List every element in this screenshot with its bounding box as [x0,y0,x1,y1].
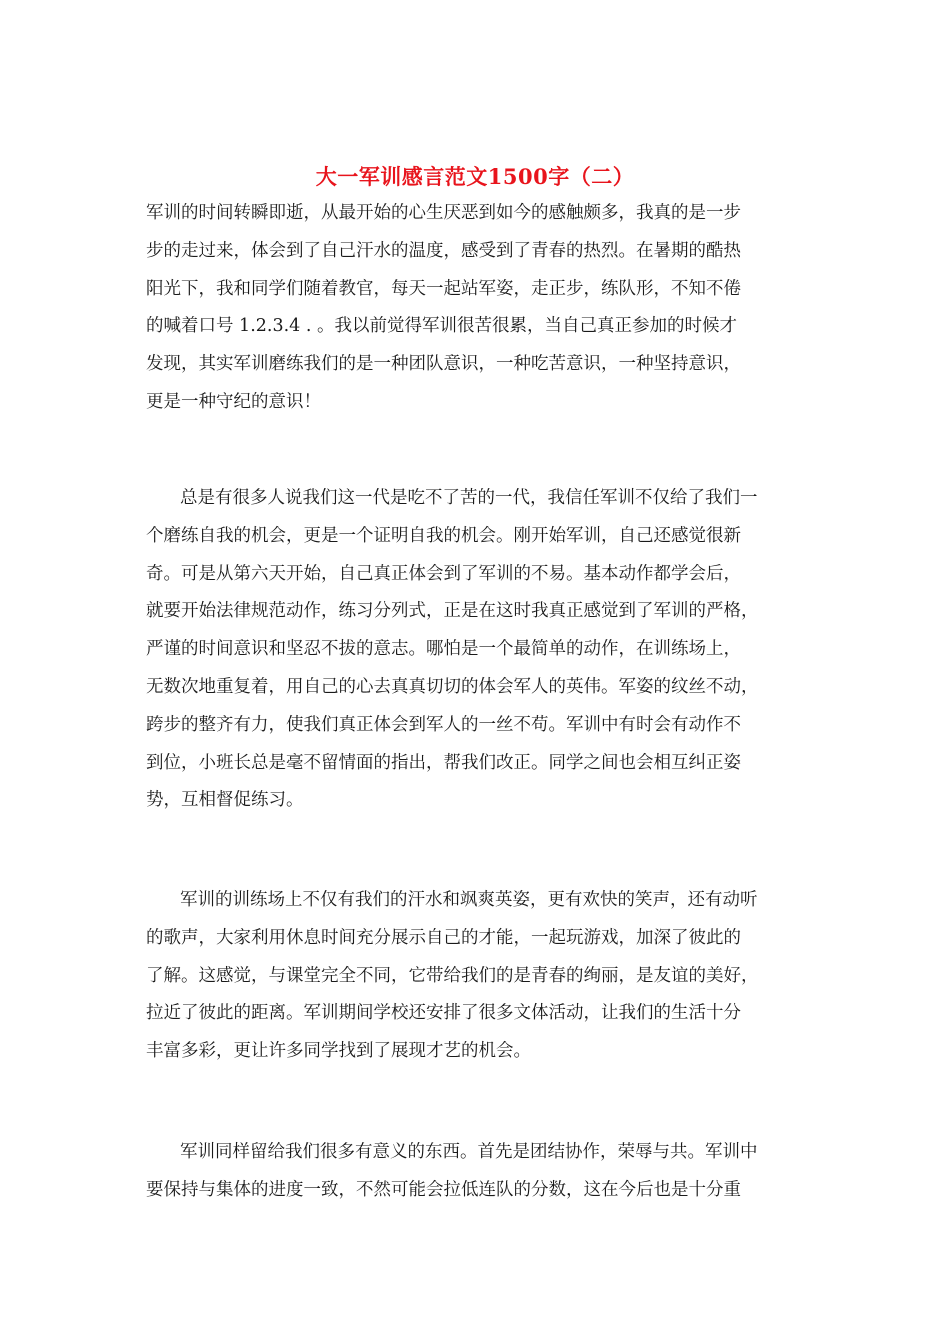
paragraph-3 [146,882,812,1071]
text-line: 了解。这感觉，与课堂完全不同，它带给我们的是青春的绚丽，是友谊的美好， [146,965,759,986]
text-line: 跨步的整齐有力，使我们真正体会到军人的一丝不苟。军训中有时会有动作不 [146,714,741,735]
text-line: 总是有很多人说我们这一代是吃不了苦的一代，我信任军训不仅给了我们一 [180,488,758,508]
text-line: 到位，小班长总是毫不留情面的指出，帮我们改正。同学之间也会相互纠正姿 [146,752,741,773]
text-line: 的喊着口号 1.2.3.4 . 。我以前觉得军训很苦很累，当自己真正参加的时候才 [146,316,737,337]
text-line: 无数次地重复着，用自己的心去真真切切的体会军人的英伟。军姿的纹丝不动， [146,676,759,697]
text-line: 拉近了彼此的距离。军训期间学校还安排了很多文体活动，让我们的生活十分 [146,1003,741,1024]
text-line: 个磨练自我的机会，更是一个证明自我的机会。刚开始军训，自己还感觉很新 [146,525,741,546]
document-title: 大一军训感言范文1500字（二） [315,164,635,190]
text-line: 更是一种守纪的意识！ [146,391,321,412]
text-line: 阳光下，我和同学们随着教官，每天一起站军姿，走正步，练队形，不知不倦 [146,278,741,299]
paragraph-2 [146,480,812,820]
text-line: 步的走过来，体会到了自己汗水的温度，感受到了青春的热烈。在暑期的酷热 [146,240,741,261]
text-line: 要保持与集体的进度一致，不然可能会拉低连队的分数，这在今后也是十分重 [146,1179,741,1200]
text-line: 就要开始法律规范动作，练习分列式，正是在这时我真正感觉到了军训的严格， [146,601,759,622]
text-line: 丰富多彩，更让许多同学找到了展现才艺的机会。 [146,1041,531,1062]
text-line: 的歌声，大家利用休息时间充分展示自己的才能，一起玩游戏，加深了彼此的 [146,927,741,948]
text-line: 军训的训练场上不仅有我们的汗水和飒爽英姿，更有欢快的笑声，还有动听 [180,890,758,910]
paragraph-4 [146,1134,812,1210]
text-line: 军训同样留给我们很多有意义的东西。首先是团结协作，荣辱与共。军训中 [180,1142,758,1162]
text-line: 发现，其实军训磨练我们的是一种团队意识，一种吃苦意识，一种坚持意识， [146,354,741,375]
paragraph-1 [146,195,812,422]
text-line: 军训的时间转瞬即逝，从最开始的心生厌恶到如今的感触颇多，我真的是一步 [146,203,741,223]
text-line: 势，互相督促练习。 [146,790,304,811]
text-line: 奇。可是从第六天开始，自己真正体会到了军训的不易。基本动作都学会后， [146,563,741,584]
text-line: 严谨的时间意识和坚忍不拔的意志。哪怕是一个最简单的动作，在训练场上， [146,639,741,660]
